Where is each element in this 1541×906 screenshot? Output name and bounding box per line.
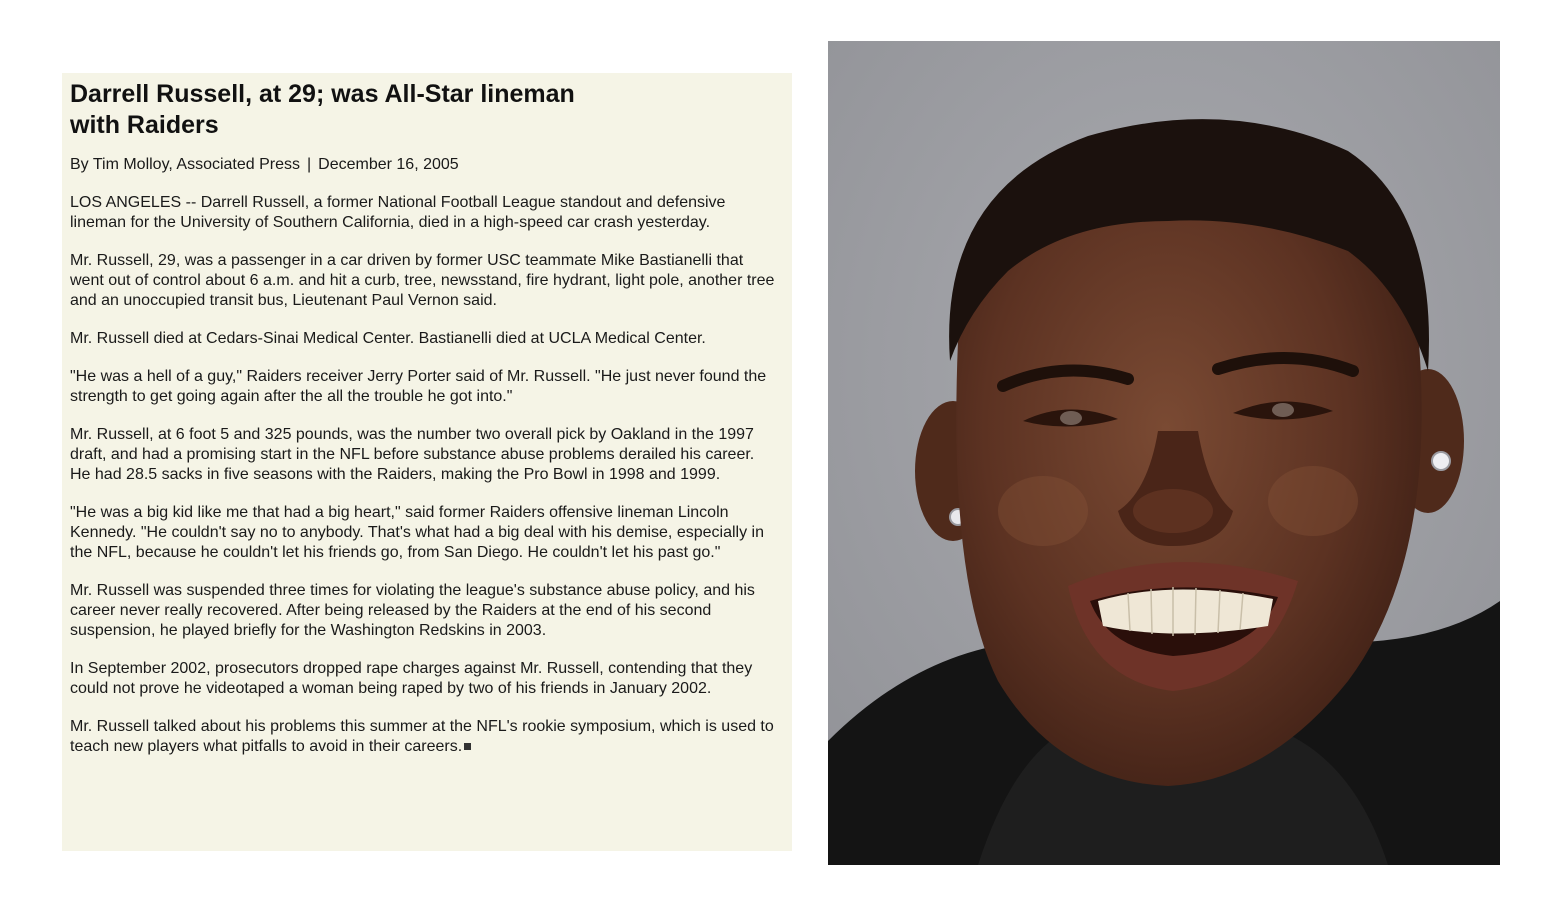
teeth-shape bbox=[1098, 589, 1273, 633]
article-headline: Darrell Russell, at 29; was All-Star lineman with Raiders bbox=[70, 80, 575, 139]
left-eye-highlight bbox=[1060, 411, 1082, 425]
article-paragraph-last bbox=[70, 717, 776, 757]
right-cheek-highlight bbox=[1268, 466, 1358, 536]
article-panel bbox=[62, 73, 792, 851]
nose-tip-highlight bbox=[1133, 489, 1213, 533]
article-paragraph-text: Mr. Russell talked about his problems this summer at the NFL's rookie symposium, which is used to teach new players what pitfalls to avoid in their careers. bbox=[70, 718, 774, 755]
right-eye-highlight bbox=[1272, 403, 1294, 417]
byline-author: By Tim Molloy, Associated Press bbox=[70, 156, 300, 173]
article-paragraph: LOS ANGELES -- Darrell Russell, a former National Football League standout and defensive lineman for the University of Southern California, died in a high-speed car crash yesterday. bbox=[70, 194, 726, 231]
article-paragraph: Mr. Russell, 29, was a passenger in a car driven by former USC teammate Mike Bastianelli that went out of control about 6 a.m. and hit a curb, tree, newsstand, fire hydrant, light pole, another tree and an unoccupied transit bus, Lieutenant Paul Vernon said. bbox=[70, 252, 775, 309]
end-of-article-icon bbox=[464, 743, 471, 750]
article-paragraph: "He was a hell of a guy," Raiders receiver Jerry Porter said of Mr. Russell. "He just never found the strength to get going again after the all the trouble he got into." bbox=[70, 368, 767, 405]
portrait-photo bbox=[828, 41, 1500, 865]
article-paragraph: "He was a big kid like me that had a big heart," said former Raiders offensive lineman Lincoln Kennedy. "He couldn't say no to anybody. That's what had a big deal with his demise, especially in the NFL, because he couldn't let his friends go, from San Diego. He couldn't let his past go." bbox=[70, 504, 764, 561]
article-paragraph: Mr. Russell, at 6 foot 5 and 325 pounds, was the number two overall pick by Oakland in the 1997 draft, and had a promising start in the NFL before substance abuse problems derailed his career. He had 28.5 sacks in five seasons with the Raiders, making the Pro Bowl in 1998 and 1999. bbox=[70, 426, 755, 483]
byline-separator: | bbox=[307, 156, 312, 173]
portrait-illustration bbox=[828, 41, 1500, 865]
article-paragraph: Mr. Russell was suspended three times for violating the league's substance abuse policy, and his career never really recovered. After being released by the Raiders at the end of his second suspension, he played briefly for the Washington Redskins in 2003. bbox=[70, 582, 755, 639]
article-byline bbox=[70, 155, 776, 175]
article-paragraph: In September 2002, prosecutors dropped rape charges against Mr. Russell, contending that they could not prove he videotaped a woman being raped by two of his friends in January 2002. bbox=[70, 660, 753, 697]
right-earring-icon bbox=[1432, 452, 1450, 470]
article-paragraph: Mr. Russell died at Cedars-Sinai Medical Center. Bastianelli died at UCLA Medical Center. bbox=[70, 330, 706, 347]
left-cheek-highlight bbox=[998, 476, 1088, 546]
byline-date: December 16, 2005 bbox=[318, 156, 459, 173]
